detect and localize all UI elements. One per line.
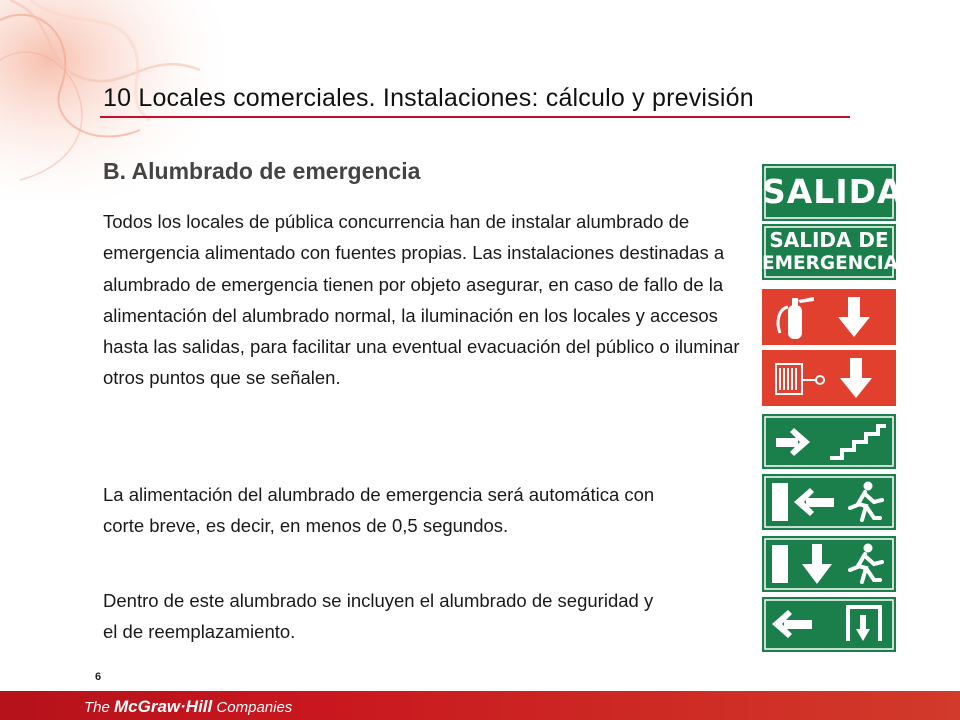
emergency-exit-sign	[762, 224, 899, 280]
publisher-logo	[84, 697, 292, 717]
emergency-exit-line2: EMERGENCIA	[762, 253, 899, 274]
brand-prefix: The	[84, 699, 115, 716]
emergency-exit-sign-text	[762, 228, 899, 275]
door-icon	[772, 545, 788, 583]
brand-suffix: Companies	[212, 699, 293, 716]
brand-name: McGraw·Hill	[114, 697, 213, 716]
exit-sign-text: SALIDA	[762, 172, 904, 211]
exit-sign	[762, 164, 904, 221]
paragraph-power: La alimentación del alumbrado de emergencia será automática con corte breve, es decir, en menos de 0,5 segundos.	[103, 484, 655, 537]
title-underline	[100, 116, 850, 118]
exit-down-sign	[762, 536, 896, 592]
fire-extinguisher-sign	[762, 289, 896, 345]
door-icon	[772, 483, 788, 521]
emergency-exit-line1: SALIDA DE	[769, 228, 889, 252]
exit-door-sign	[762, 597, 896, 652]
slide-title: 10 Locales comerciales. Instalaciones: cálculo y previsión	[103, 84, 754, 112]
stairs-exit-sign	[762, 414, 896, 469]
paragraph-intro: Todos los locales de pública concurrencia han de instalar alumbrado de emergencia alimentado con fuentes propias. Las instalaciones destinadas a alumbrado de emergencia tienen por objeto asegurar, en caso de fallo de la alimentación del alumbrado normal, la iluminación en los locales y accesos hasta las salidas, para facilitar una eventual evacuación del público o iluminar otros puntos que se señalen.	[103, 211, 740, 389]
fire-hose-sign	[762, 350, 896, 406]
exit-left-sign	[762, 474, 896, 530]
page-number: 6	[95, 671, 102, 683]
section-heading: B. Alumbrado de emergencia	[103, 158, 421, 184]
footer-bar	[0, 691, 960, 720]
paragraph-types: Dentro de este alumbrado se incluyen el alumbrado de seguridad y el de reemplazamiento.	[103, 590, 654, 643]
